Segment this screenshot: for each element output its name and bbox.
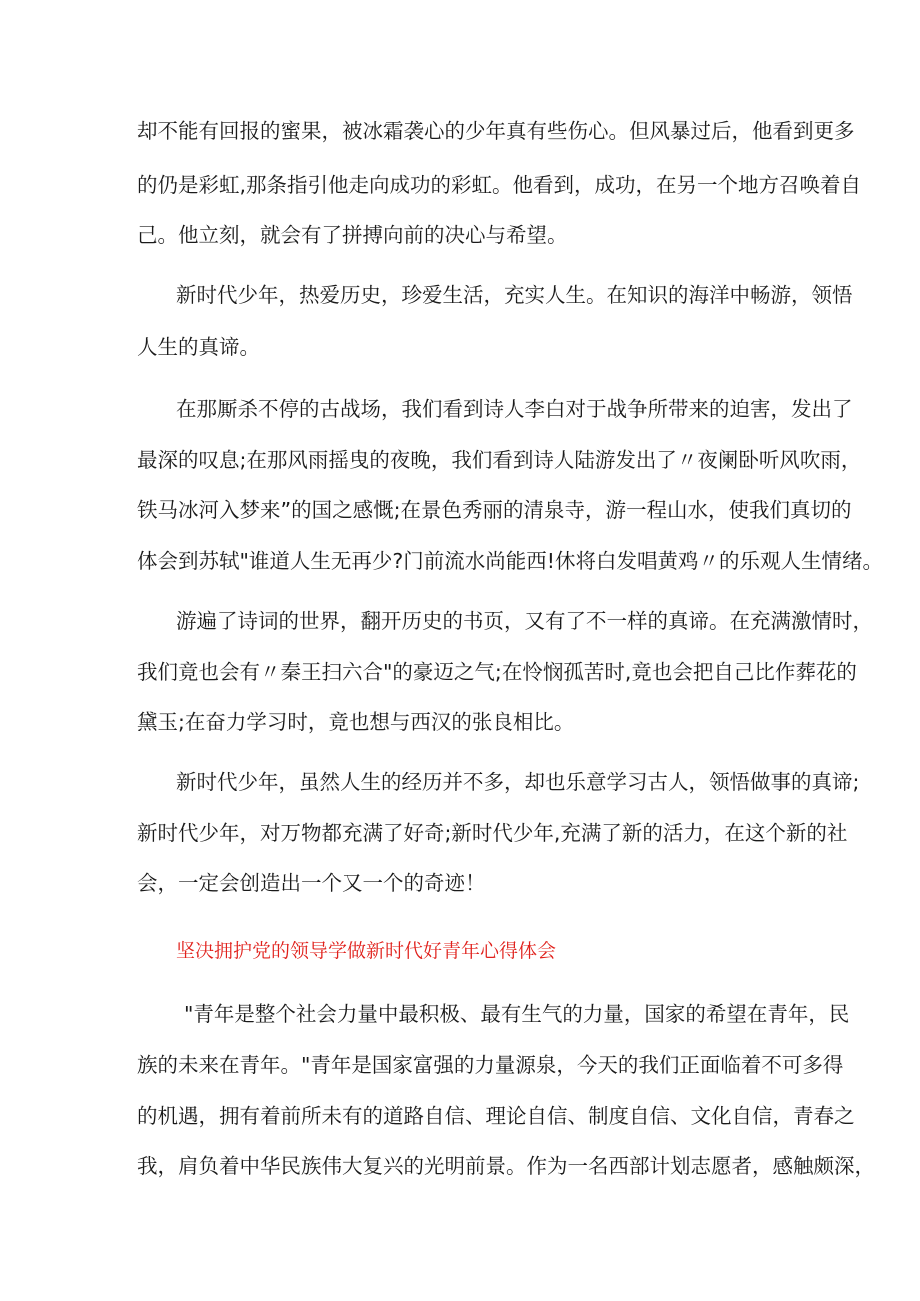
paragraph-3-line-1: 在那厮杀不停的古战场，我们看到诗人李白对于战争所带来的迫害，发出了 — [176, 397, 853, 421]
section-heading: 坚决拥护党的领导学做新时代好青年心得体会 — [176, 940, 557, 962]
paragraph-1-line-1: 却不能有回报的蜜果，被冰霜袭心的少年真有些伤心。但风暴过后，他看到更多 — [137, 119, 855, 143]
paragraph-1-line-3: 己。他立刻，就会有了拼搏向前的决心与希望。 — [137, 223, 568, 247]
paragraph-2-line-2: 人生的真谛。 — [137, 335, 260, 359]
tail-paragraph-line-4: 我，肩负着中华民族伟大复兴的光明前景。作为一名西部计划志愿者，感触颇深， — [137, 1154, 875, 1178]
paragraph-1-line-2: 的仍是彩虹,那条指引他走向成功的彩虹。他看到，成功，在另一个地方召唤着自 — [137, 173, 862, 197]
paragraph-4-line-3: 黛玉;在奋力学习时，竟也想与西汉的张良相比。 — [137, 710, 575, 734]
tail-paragraph-line-3: 的机遇，拥有着前所未有的道路自信、理论自信、制度自信、文化自信，青春之 — [137, 1104, 855, 1128]
paragraph-3-line-3: 铁马冰河入梦来”的国之感慨;在景色秀丽的清泉寺，游一程山水，使我们真切的 — [137, 498, 852, 522]
paragraph-2-line-1: 新时代少年，热爱历史，珍爱生活，充实人生。在知识的海洋中畅游，领悟 — [176, 283, 853, 307]
paragraph-5-line-2: 新时代少年，对万物都充满了好奇;新时代少年,充满了新的活力，在这个新的社 — [137, 821, 848, 845]
tail-paragraph-line-1: "青年是整个社会力量中最积极、最有生气的力量，国家的希望在青年，民 — [184, 1002, 850, 1026]
tail-paragraph-line-2: 族的未来在青年。"青年是国家富强的力量源泉，今天的我们正面临着不可多得 — [137, 1053, 844, 1077]
paragraph-5-line-1: 新时代少年，虽然人生的经历并不多，却也乐意学习古人，领悟做事的真谛; — [176, 770, 860, 794]
paragraph-4-line-2: 我们竟也会有〃秦王扫六合"的豪迈之气;在怜悯孤苦时,竟也会把自己比作葬花的 — [137, 660, 857, 684]
paragraph-4-line-1: 游遍了诗词的世界，翻开历史的书页，又有了不一样的真谛。在充满激情时， — [176, 609, 873, 633]
paragraph-3-line-4: 体会到苏轼"谁道人生无再少?门前流水尚能西!休将白发唱黄鸡〃的乐观人生情绪。 — [137, 549, 884, 573]
paragraph-3-line-2: 最深的叹息;在那风雨摇曳的夜晚，我们看到诗人陆游发出了〃夜阑卧听风吹雨， — [137, 448, 862, 472]
paragraph-5-line-3: 会，一定会创造出一个又一个的奇迹！ — [137, 871, 486, 895]
